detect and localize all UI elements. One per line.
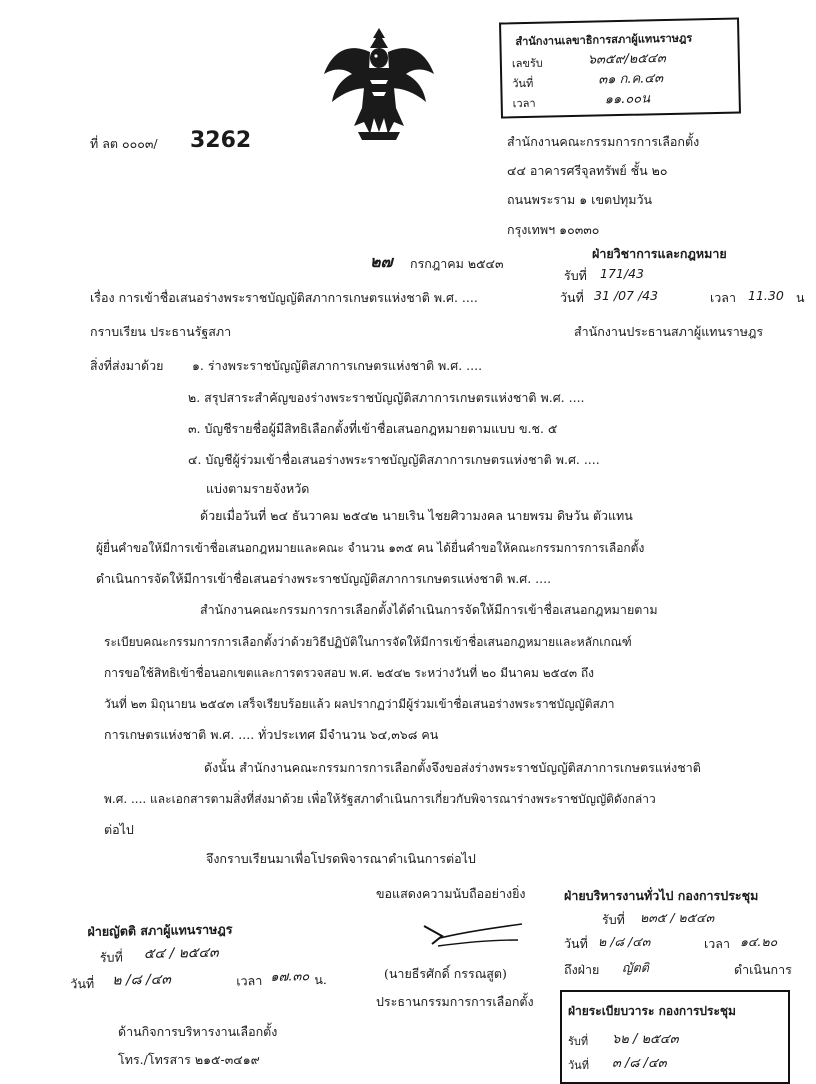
stamp-receipt-value: ๖๓๕๙/๒๕๔๓ — [587, 51, 666, 68]
motions-stamp-date-value: ๒ /๘ /๔๓ — [112, 971, 171, 989]
body-para2-line: วันที่ ๒๓ มิถุนายน ๒๕๔๓ เสร็จเรียบร้อยแล้ว ผลปรากฏว่ามีผู้ร่วมเข้าชื่อเสนอร่างพระราชบัญญัติสภา — [104, 697, 615, 711]
body-para3-line: ต่อไป — [104, 822, 134, 837]
agenda-stamp-date-label: วันที่ — [568, 1059, 589, 1072]
enclosure-item: ๓. บัญชีรายชื่อผู้มีสิทธิเลือกตั้งที่เข้าชื่อเสนอกฎหมายตามแบบ ข.ช. ๕ — [188, 421, 558, 436]
stamp-time-label: เวลา — [512, 96, 536, 111]
motions-stamp-time-suffix: น. — [314, 971, 327, 988]
general-stamp-dept-label: ถึงฝ่าย — [564, 962, 600, 977]
subject-line: เรื่อง การเข้าชื่อเสนอร่างพระราชบัญญัติสภาการเกษตรแห่งชาติ พ.ศ. .... — [90, 290, 478, 305]
legal-stamp-time-value: 11.30 — [748, 288, 784, 303]
signer-name: (นายธีรศักดิ์ กรรณสูต) — [384, 966, 507, 981]
enclosures-label: สิ่งที่ส่งมาด้วย — [90, 358, 164, 373]
sender-address-line: ๔๔ อาคารศรีจุลทรัพย์ ชั้น ๒๐ — [507, 163, 668, 178]
agenda-stamp — [560, 990, 790, 1084]
general-stamp-receipt-label: รับที่ — [602, 912, 625, 927]
doc-number-prefix: ที่ ลต ๐๐๐๓/ — [90, 136, 158, 151]
general-stamp-dept-value: ญัตติ — [622, 960, 649, 975]
legal-stamp-time-suffix: น — [796, 290, 805, 305]
date-month-year: กรกฎาคม ๒๕๔๓ — [410, 256, 504, 271]
doc-number: 3262 — [190, 128, 252, 153]
date-day: ๒๗ — [370, 252, 393, 271]
closing-respect: ขอแสดงความนับถืออย่างยิ่ง — [376, 886, 526, 901]
parliament-receipt-stamp — [499, 17, 741, 118]
general-stamp-date-value: ๒ /๘ /๔๓ — [598, 934, 651, 949]
agenda-stamp-receipt-label: รับที่ — [568, 1035, 589, 1048]
legal-stamp-receipt-label: รับที่ — [564, 268, 587, 283]
agenda-stamp-receipt-value: ๖๒ / ๒๕๔๓ — [612, 1032, 679, 1047]
body-para3-line: ดังนั้น สำนักงานคณะกรรมการการเลือกตั้งจึงขอส่งร่างพระราชบัญญัติสภาการเกษตรแห่งชาติ — [204, 760, 701, 775]
general-stamp-action-label: ดำเนินการ — [734, 962, 792, 977]
general-stamp-date-label: วันที่ — [564, 936, 588, 951]
general-stamp-time-label: เวลา — [704, 936, 730, 951]
body-para1-line: ดำเนินการจัดให้มีการเข้าชื่อเสนอร่างพระราชบัญญัติสภาการเกษตรแห่งชาติ พ.ศ. .... — [96, 571, 552, 586]
motions-stamp-title: ฝ่ายญัตติ สภาผู้แทนราษฎร — [87, 921, 233, 940]
stamp-time-value: ๑๑.๐๐น — [604, 91, 651, 108]
stamp-receipt-label: เลขรับ — [511, 56, 543, 71]
enclosure-item: ๑. ร่างพระราชบัญญัติสภาการเกษตรแห่งชาติ พ.ศ. .... — [192, 358, 483, 373]
stamp-date-value: ๓๑ ก.ค.๔๓ — [598, 71, 664, 88]
legal-stamp-title: ฝ่ายวิชาการและกฎหมาย — [592, 246, 727, 261]
legal-stamp-office: สำนักงานประธานสภาผู้แทนราษฎร — [574, 324, 764, 339]
general-stamp-title: ฝ่ายบริหารงานทั่วไป กองการประชุม — [564, 888, 759, 903]
legal-stamp-time-label: เวลา — [710, 290, 736, 305]
general-stamp-receipt-value: ๒๓๕ / ๒๕๔๓ — [640, 910, 715, 925]
motions-stamp-time-value: ๑๗.๓๐ — [270, 969, 310, 985]
motions-stamp-receipt-value: ๕๔ / ๒๕๔๓ — [143, 944, 219, 963]
sender-address-line: ถนนพระราม ๑ เขตปทุมวัน — [507, 192, 653, 207]
body-para4: จึงกราบเรียนมาเพื่อโปรดพิจารณาดำเนินการต่อไป — [206, 851, 476, 866]
sender-address-line: กรุงเทพฯ ๑๐๓๓๐ — [507, 222, 600, 237]
enclosure-item: ๔. บัญชีผู้ร่วมเข้าชื่อเสนอร่างพระราชบัญญัติสภาการเกษตรแห่งชาติ พ.ศ. .... — [188, 452, 600, 467]
signature-mark — [418, 910, 528, 954]
body-para1-line: ผู้ยื่นคำขอให้มีการเข้าชื่อเสนอกฎหมายและคณะ จำนวน ๑๓๕ คน ได้ยื่นคำขอให้คณะกรรมการการเลือกตั้ง — [96, 541, 645, 555]
body-para2-line: สำนักงานคณะกรรมการการเลือกตั้งได้ดำเนินการจัดให้มีการเข้าชื่อเสนอกฎหมายตาม — [200, 602, 658, 617]
body-para1-line: ด้วยเมื่อวันที่ ๒๔ ธันวาคม ๒๕๔๒ นายเริน ไชยศิวามงคล นายพรม ดิษวัน ตัวแทน — [200, 508, 633, 523]
legal-stamp-receipt-value: 171/43 — [600, 266, 644, 281]
sender-address-line: สำนักงานคณะกรรมการการเลือกตั้ง — [507, 134, 700, 149]
enclosure-item: แบ่งตามรายจังหวัด — [206, 481, 310, 496]
legal-stamp-date-label: วันที่ — [560, 290, 584, 305]
motions-stamp — [69, 916, 341, 1011]
stamp-date-label: วันที่ — [512, 76, 534, 91]
agenda-stamp-title: ฝ่ายระเบียบวาระ กองการประชุม — [568, 1004, 736, 1018]
general-affairs-stamp — [560, 884, 816, 984]
body-para2-line: การขอใช้สิทธิเข้าชื่อนอกเขตและการตรวจสอบ พ.ศ. ๒๕๔๒ ระหว่างวันที่ ๒๐ มีนาคม ๒๕๔๓ ถึง — [104, 666, 594, 680]
motions-stamp-date-label: วันที่ — [70, 975, 95, 992]
footer-phone: โทร./โทรสาร ๒๑๕-๓๔๑๙ — [118, 1052, 260, 1067]
motions-stamp-time-label: เวลา — [236, 973, 263, 989]
legal-stamp-date-value: 31 /07 /43 — [594, 288, 659, 303]
stamp-title: สำนักงานเลขาธิการสภาผู้แทนราษฎร — [515, 31, 693, 49]
signer-title: ประธานกรรมการการเลือกตั้ง — [376, 994, 534, 1009]
general-stamp-time-value: ๑๔.๒๐ — [740, 934, 778, 949]
addressee-line: กราบเรียน ประธานรัฐสภา — [90, 324, 232, 339]
body-para2-line: ระเบียบคณะกรรมการการเลือกตั้งว่าด้วยวิธีปฏิบัติในการจัดให้มีการเข้าชื่อเสนอกฎหมายและหลักเกณฑ์ — [104, 635, 632, 649]
footer-dept: ด้านกิจการบริหารงานเลือกตั้ง — [118, 1024, 278, 1039]
agenda-stamp-date-value: ๓ /๘ /๔๓ — [612, 1056, 667, 1071]
body-para2-line: การเกษตรแห่งชาติ พ.ศ. .... ทั่วประเทศ มีจำนวน ๖๔,๓๖๘ คน — [104, 727, 439, 742]
garuda-emblem — [318, 22, 440, 144]
enclosure-item: ๒. สรุปสาระสำคัญของร่างพระราชบัญญัติสภาการเกษตรแห่งชาติ พ.ศ. .... — [188, 390, 585, 405]
body-para3-line: พ.ศ. .... และเอกสารตามสิ่งที่ส่งมาด้วย เพื่อให้รัฐสภาดำเนินการเกี่ยวกับพิจารณาร่างพระราชบัญญัติดังกล่าว — [104, 792, 656, 806]
motions-stamp-receipt-label: รับที่ — [99, 949, 123, 965]
legal-affairs-stamp — [560, 244, 816, 344]
